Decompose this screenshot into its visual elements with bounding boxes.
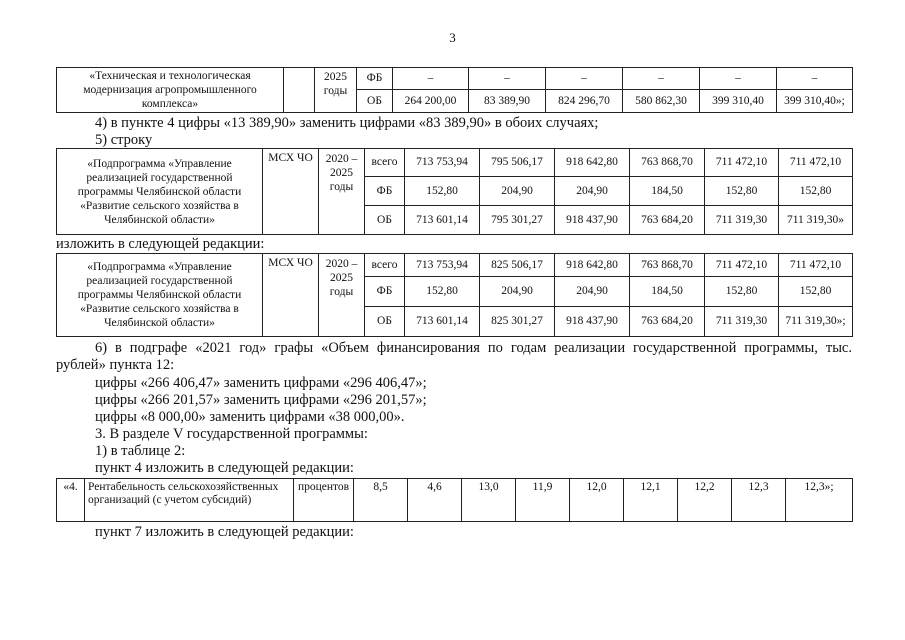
table-cell: 713 753,94 xyxy=(405,254,480,277)
table-cell: 825 301,27 xyxy=(480,307,555,337)
table-2-text: 1) в таблице 2: xyxy=(95,443,186,459)
replace-intro-text: изложить в следующей редакции: xyxy=(56,236,265,252)
table-cell: 152,80 xyxy=(405,177,480,206)
table-subprogram-old xyxy=(56,148,853,235)
table-cell: 12,3 xyxy=(732,479,786,522)
table-cell: – xyxy=(469,68,546,90)
table-cell: 713 753,94 xyxy=(405,149,480,177)
table-cell: 13,0 xyxy=(462,479,516,522)
table-tech-name: «Техническая и технологическая модернизация агропромышленного комплекса» xyxy=(57,68,284,113)
table-cell: 711 472,10 xyxy=(779,149,853,177)
table-cell: 713 601,14 xyxy=(405,206,480,235)
table-cell: 12,3»; xyxy=(786,479,853,522)
table-cell: 204,90 xyxy=(480,277,555,307)
table-cell: 824 296,70 xyxy=(546,90,623,113)
table-cell: 204,90 xyxy=(480,177,555,206)
table-cell: 763 868,70 xyxy=(630,254,705,277)
table-subprogram-new xyxy=(56,253,853,337)
table-cell: 264 200,00 xyxy=(393,90,469,113)
table-cell: 399 310,40»; xyxy=(777,90,853,113)
table-cell-source: ФБ xyxy=(365,177,405,206)
table-point-4-name: Рентабельность сельскохозяйственных организаций (с учетом субсидий) xyxy=(85,479,294,522)
table-cell: 711 319,30 xyxy=(705,206,779,235)
table-cell-source: всего xyxy=(365,149,405,177)
table-cell: 8,5 xyxy=(354,479,408,522)
table-cell: – xyxy=(777,68,853,90)
table-new-period: 2020 – 2025 годы xyxy=(319,254,365,337)
table-cell: 152,80 xyxy=(405,277,480,307)
table-cell-source: всего xyxy=(365,254,405,277)
table-cell: 580 862,30 xyxy=(623,90,700,113)
table-cell-source: ОБ xyxy=(365,206,405,235)
point-7-text: пункт 7 изложить в следующей редакции: xyxy=(95,524,354,540)
replace-line-a: цифры «266 406,47» заменить цифрами «296 406,47»; xyxy=(95,375,427,391)
table-cell: 795 301,27 xyxy=(480,206,555,235)
item-5-text: 5) строку xyxy=(95,132,153,148)
table-cell-source: ОБ xyxy=(357,90,393,113)
item-6-second-line: рублей» пункта 12: xyxy=(56,357,175,373)
table-old-name: «Подпрограмма «Управление реализацией государственной программы Челябинской области «Развитие сельского хозяйства в Челябинской области» xyxy=(57,149,263,235)
table-cell: 83 389,90 xyxy=(469,90,546,113)
table-cell: 399 310,40 xyxy=(700,90,777,113)
table-tech-modernization xyxy=(56,67,853,113)
table-point-4-unit: процентов xyxy=(294,479,354,522)
table-tech-period: 2025 годы xyxy=(315,68,357,113)
table-cell: 918 642,80 xyxy=(555,254,630,277)
table-cell: 12,2 xyxy=(678,479,732,522)
table-cell: – xyxy=(546,68,623,90)
table-cell: – xyxy=(393,68,469,90)
table-cell: 152,80 xyxy=(779,177,853,206)
table-cell: 795 506,17 xyxy=(480,149,555,177)
section-3-heading: 3. В разделе V государственной программы: xyxy=(95,426,368,442)
table-cell: 918 437,90 xyxy=(555,206,630,235)
table-cell: – xyxy=(700,68,777,90)
item-6-text xyxy=(56,340,852,374)
table-cell-source: ФБ xyxy=(357,68,393,90)
table-cell: 152,80 xyxy=(705,277,779,307)
table-cell: 711 319,30» xyxy=(779,206,853,235)
table-cell: 711 472,10 xyxy=(705,254,779,277)
table-cell: 713 601,14 xyxy=(405,307,480,337)
table-cell: 12,1 xyxy=(624,479,678,522)
table-cell: 152,80 xyxy=(779,277,853,307)
table-cell: 204,90 xyxy=(555,177,630,206)
point-4-text: пункт 4 изложить в следующей редакции: xyxy=(95,460,354,476)
table-cell: 918 437,90 xyxy=(555,307,630,337)
table-cell: 825 506,17 xyxy=(480,254,555,277)
table-cell: 763 684,20 xyxy=(630,206,705,235)
table-cell: 918 642,80 xyxy=(555,149,630,177)
table-cell: 763 684,20 xyxy=(630,307,705,337)
table-point-4 xyxy=(56,478,853,522)
replace-line-b: цифры «266 201,57» заменить цифрами «296 201,57»; xyxy=(95,392,427,408)
table-cell: 4,6 xyxy=(408,479,462,522)
table-cell: 184,50 xyxy=(630,177,705,206)
table-cell: 711 319,30 xyxy=(705,307,779,337)
replace-line-c: цифры «8 000,00» заменить цифрами «38 000,00». xyxy=(95,409,405,425)
item-6-first-line: 6) в подграфе «2021 год» графы «Объем финансирования по годам реализации государственной программы, тыс. xyxy=(95,340,852,356)
table-cell: 763 868,70 xyxy=(630,149,705,177)
table-cell: 204,90 xyxy=(555,277,630,307)
table-cell-source: ОБ xyxy=(365,307,405,337)
page-number: 3 xyxy=(449,30,456,45)
table-new-org: МСХ ЧО xyxy=(263,254,319,337)
table-new-name: «Подпрограмма «Управление реализацией государственной программы Челябинской области «Развитие сельского хозяйства в Челябинской области» xyxy=(57,254,263,337)
table-cell: 184,50 xyxy=(630,277,705,307)
table-old-org: МСХ ЧО xyxy=(263,149,319,235)
table-cell-source: ФБ xyxy=(365,277,405,307)
table-cell: 711 472,10 xyxy=(705,149,779,177)
table-cell: 152,80 xyxy=(705,177,779,206)
table-cell: 711 319,30»; xyxy=(779,307,853,337)
table-cell: 11,9 xyxy=(516,479,570,522)
item-4-text: 4) в пункте 4 цифры «13 389,90» заменить цифрами «83 389,90» в обоих случаях; xyxy=(95,115,599,131)
table-cell: 711 472,10 xyxy=(779,254,853,277)
table-cell: 12,0 xyxy=(570,479,624,522)
table-cell: – xyxy=(623,68,700,90)
table-old-period: 2020 – 2025 годы xyxy=(319,149,365,235)
table-point-4-number: «4. xyxy=(57,479,85,522)
